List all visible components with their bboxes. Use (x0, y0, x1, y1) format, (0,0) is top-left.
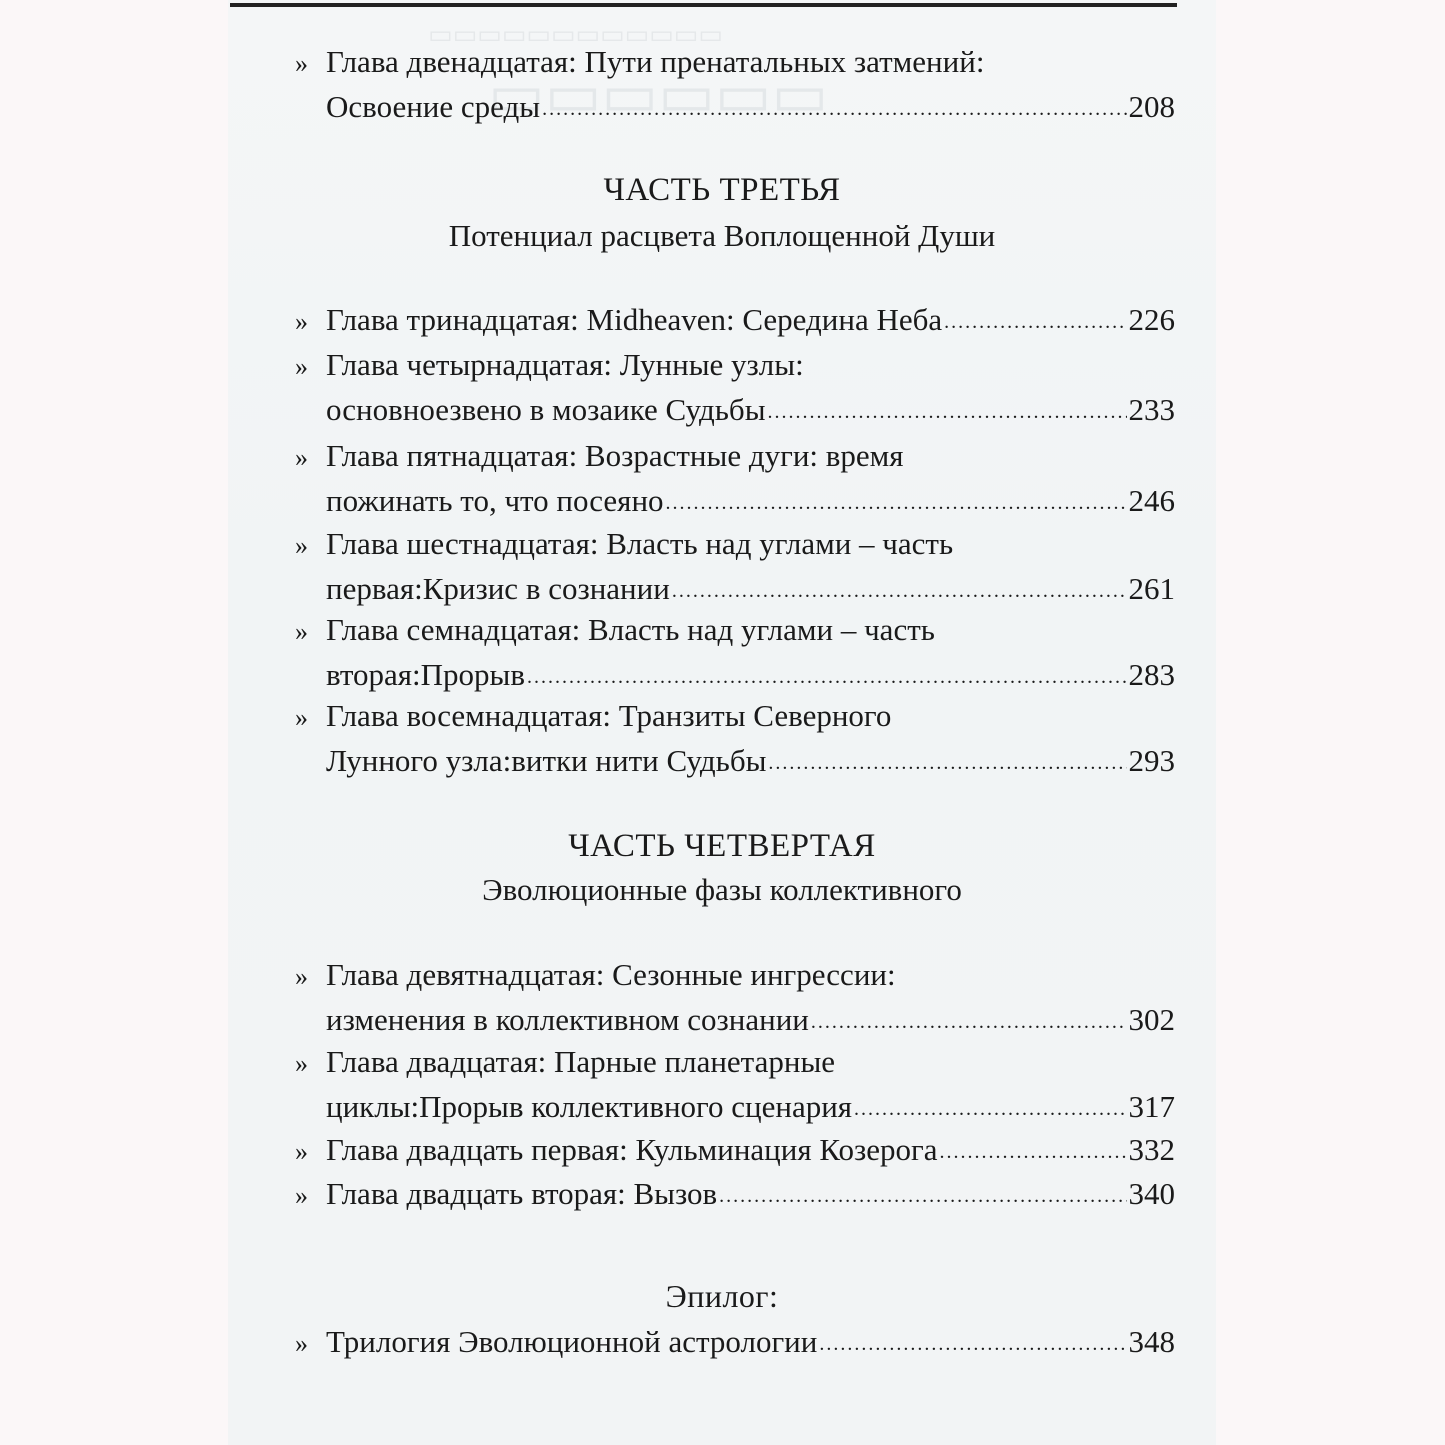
bullet-icon: » (295, 352, 308, 381)
toc-entry-chapter-15[interactable] (295, 434, 1175, 527)
entry-title: Глава шестнадцатая: Власть над углами – часть (326, 526, 954, 561)
toc-entry-line (295, 298, 1175, 346)
bullet-icon: » (295, 962, 308, 991)
entry-title: Глава двадцать первая: Кульминация Козерога (326, 1132, 938, 1167)
toc-entry-epilogue[interactable] (295, 1320, 1175, 1368)
dot-leader (854, 1083, 1126, 1131)
bullet-icon: » (295, 1329, 308, 1358)
toc-entry-chapter-19[interactable] (295, 953, 1175, 1046)
toc-entry-chapter-14[interactable] (295, 343, 1175, 436)
toc-entry-chapter-22[interactable] (295, 1172, 1175, 1220)
entry-title: Трилогия Эволюционной астрологии (326, 1324, 818, 1359)
toc-entry-line (295, 479, 1175, 527)
toc-entry-line (295, 40, 1175, 85)
entry-title: Глава восемнадцатая: Транзиты Северного (326, 698, 892, 733)
part-four-title: ЧАСТЬ ЧЕТВЕРТАЯ (568, 828, 876, 864)
book-page (228, 0, 1216, 1445)
toc-entry-line (295, 1172, 1175, 1220)
dot-leader (768, 386, 1127, 434)
page-number: 261 (1128, 571, 1175, 606)
entry-title: Глава тринадцатая: Midheaven: Середина Неба (326, 302, 943, 337)
toc-entry-line (295, 1128, 1175, 1176)
toc-entry-line (295, 522, 1175, 567)
toc-entry-line (295, 739, 1175, 787)
page-number: 246 (1128, 483, 1175, 518)
page-number: 317 (1128, 1089, 1175, 1124)
entry-title: Глава двадцать вторая: Вызов (326, 1176, 718, 1211)
dot-leader (939, 1126, 1126, 1174)
page-number: 208 (1128, 89, 1175, 124)
dot-leader (819, 1318, 1126, 1366)
entry-title: Глава двадцатая: Парные планетарные (326, 1044, 836, 1079)
entry-title: Глава пятнадцатая: Возрастные дуги: время (326, 438, 904, 473)
entry-title-cont: основноезвено в мозаике Судьбы (326, 392, 766, 427)
toc-entry-chapter-21[interactable] (295, 1128, 1175, 1176)
entry-title: Глава девятнадцатая: Сезонные ингрессии: (326, 957, 896, 992)
toc-entry-chapter-13[interactable] (295, 298, 1175, 346)
page-number: 293 (1128, 743, 1175, 778)
entry-title-cont: Лунного узла:витки нити Судьбы (326, 743, 767, 778)
part-four-subtitle: Эволюционные фазы коллективного (482, 872, 962, 907)
toc-entry-chapter-12[interactable] (295, 40, 1175, 133)
bullet-icon: » (295, 1181, 308, 1210)
entry-title: Глава четырнадцатая: Лунные узлы: (326, 347, 804, 382)
page-number: 332 (1128, 1132, 1175, 1167)
bullet-icon: » (295, 617, 308, 646)
toc-entry-line (295, 388, 1175, 436)
page-number: 340 (1128, 1176, 1175, 1211)
entry-title: Глава двенадцатая: Пути пренатальных затмений: (326, 44, 985, 79)
entry-title-cont: Освоение среды (326, 89, 541, 124)
bleed-through-heading: ▭▭▭▭▭▭ (488, 62, 829, 128)
dot-leader (666, 477, 1127, 525)
toc-entry-line (295, 1320, 1175, 1368)
toc-entry-line (295, 998, 1175, 1046)
page-number: 302 (1128, 1002, 1175, 1037)
dot-leader (527, 651, 1127, 699)
toc-entry-chapter-17[interactable] (295, 608, 1175, 701)
entry-title-cont: циклы:Прорыв коллективного сценария (326, 1089, 853, 1124)
dot-leader (811, 996, 1127, 1044)
entry-title-cont: пожинать то, что посеяно (326, 483, 664, 518)
epilogue-title: Эпилог: (665, 1278, 779, 1314)
toc-entry-chapter-20[interactable] (295, 1040, 1175, 1133)
top-rule-divider (230, 3, 1177, 7)
toc-entry-line (295, 953, 1175, 998)
bullet-icon: » (295, 49, 308, 78)
bullet-icon: » (295, 531, 308, 560)
dot-leader (672, 565, 1127, 613)
toc-entry-line (295, 434, 1175, 479)
page-number: 348 (1128, 1324, 1175, 1359)
part-three-subtitle: Потенциал расцвета Воплощенной Души (448, 218, 996, 253)
bullet-icon: » (295, 1137, 308, 1166)
bullet-icon: » (295, 1049, 308, 1078)
entry-title-cont: первая:Кризис в сознании (326, 571, 670, 606)
bullet-icon: » (295, 703, 308, 732)
entry-title-cont: изменения в коллективном сознании (326, 1002, 809, 1037)
bullet-icon: » (295, 307, 308, 336)
dot-leader (719, 1170, 1126, 1218)
toc-entry-line (295, 608, 1175, 653)
part-three-title: ЧАСТЬ ТРЕТЬЯ (603, 172, 841, 208)
page-number: 226 (1128, 302, 1175, 337)
toc-entry-line (295, 694, 1175, 739)
page-number: 283 (1128, 657, 1175, 692)
toc-entry-chapter-16[interactable] (295, 522, 1175, 615)
toc-entry-line (295, 85, 1175, 133)
dot-leader (542, 83, 1126, 131)
page-number: 233 (1128, 392, 1175, 427)
dot-leader (768, 737, 1126, 785)
toc-entry-chapter-18[interactable] (295, 694, 1175, 787)
toc-entry-line (295, 1040, 1175, 1085)
bullet-icon: » (295, 443, 308, 472)
entry-title-cont: вторая:Прорыв (326, 657, 525, 692)
bleed-through-text: ▭▭▭▭▭▭▭▭▭▭▭▭ (428, 20, 723, 49)
entry-title: Глава семнадцатая: Власть над углами – часть (326, 612, 935, 647)
dot-leader (944, 296, 1126, 344)
toc-entry-line (295, 343, 1175, 388)
